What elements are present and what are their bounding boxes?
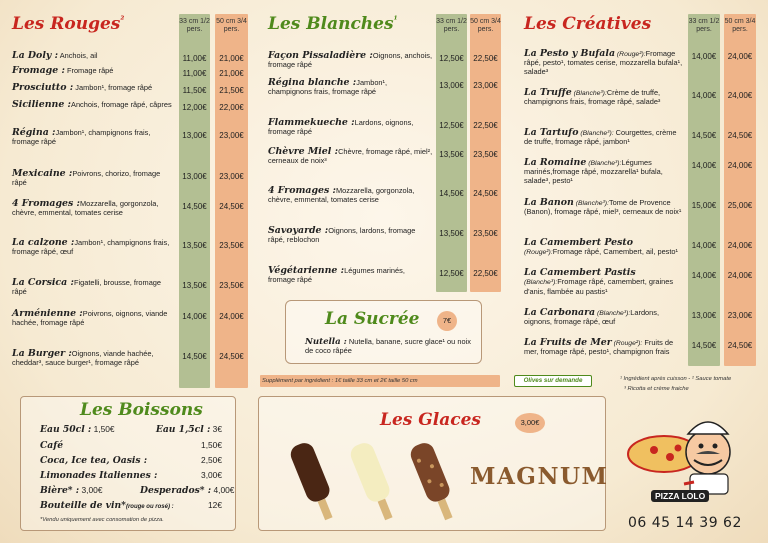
rouges-item-desc: Jambon¹, champignons frais, fromage râpé bbox=[12, 128, 151, 146]
rouges-item bbox=[12, 199, 175, 217]
creatives-item-tag: (Blanche³): bbox=[524, 279, 558, 287]
creatives-hdr-50: 50 cm 3/4 pers. bbox=[724, 18, 756, 33]
creatives-price-33: 14,50€ bbox=[691, 131, 717, 140]
drink-name: Desperados* : bbox=[140, 485, 212, 496]
drink-price: 1,50€ bbox=[91, 424, 115, 434]
creatives-item-tag: (Blanche³): bbox=[595, 310, 631, 317]
supplement-text: Supplément par ingrédient : 1€ taille 33 cm et 2€ taille 50 cm bbox=[262, 378, 418, 384]
blanches-item bbox=[268, 226, 433, 244]
blanches-price-33: 13,50€ bbox=[439, 229, 464, 238]
rouges-price-33: 11,50€ bbox=[182, 86, 207, 95]
drink-price: 4,00€ bbox=[211, 485, 235, 495]
creatives-item-name: La Pesto y Bufala bbox=[524, 48, 616, 59]
creatives-item-name: La Tartufo bbox=[524, 127, 579, 138]
creatives-price-50: 24,00€ bbox=[727, 91, 753, 100]
creatives-item-desc: Fromage râpé, camembert, graines d'anis, flambée au pastis¹ bbox=[524, 277, 674, 296]
creatives-hdr-33: 33 cm 1/2 pers. bbox=[688, 18, 720, 33]
creatives-price-33: 14,00€ bbox=[691, 91, 717, 100]
creatives-item-name: La Banon bbox=[524, 197, 574, 208]
rouges-item-desc: Anchois, ail bbox=[58, 51, 98, 60]
blanches-item bbox=[268, 118, 433, 136]
blanches-item-name: Régina blanche : bbox=[268, 77, 357, 88]
rouges-price-33: 11,00€ bbox=[182, 69, 207, 78]
rouges-price-50: 21,50€ bbox=[219, 86, 244, 95]
blanches-price-50: 23,50€ bbox=[473, 229, 498, 238]
rouges-item-name: Prosciutto : bbox=[12, 82, 74, 93]
rouges-price-50: 21,00€ bbox=[219, 69, 244, 78]
blanches-item-desc: Oignons, lardons, fromage râpé, reblochon bbox=[268, 226, 416, 244]
blanches-hdr-50: 50 cm 3/4 pers. bbox=[470, 18, 501, 33]
rouges-item-desc: Poivrons, oignons, viande hachée, fromage râpé bbox=[12, 309, 168, 327]
creatives-price-50: 23,00€ bbox=[727, 311, 753, 320]
blanches-price-50: 23,50€ bbox=[473, 150, 498, 159]
creatives-price-50: 24,50€ bbox=[727, 131, 753, 140]
sucree-item bbox=[305, 337, 480, 355]
creatives-item-desc: Fruits de mer, fromage râpé, pesto¹, champignon frais bbox=[524, 338, 674, 357]
blanches-price-50: 22,50€ bbox=[473, 54, 498, 63]
creatives-item-tag: (Blanche³): bbox=[578, 130, 614, 137]
rouges-price-33: 13,00€ bbox=[182, 131, 207, 140]
magnum-logo: MAGNUM bbox=[470, 463, 609, 490]
creatives-price-33: 14,50€ bbox=[691, 341, 717, 350]
creatives-price-50: 24,00€ bbox=[727, 271, 753, 280]
rouges-item-desc: Figatelli, brousse, fromage râpé bbox=[12, 278, 162, 296]
blanches-item bbox=[268, 147, 433, 165]
drink-price: 12€ bbox=[208, 500, 222, 510]
creatives-title: Les Créatives bbox=[524, 14, 652, 34]
rouges-item-name: Sicilienne : bbox=[12, 99, 72, 110]
creatives-item bbox=[524, 88, 686, 107]
pizza-lolo-logo-icon bbox=[624, 402, 744, 502]
creatives-item-desc: Fromage râpé, Camembert, ail, pesto¹ bbox=[552, 247, 678, 257]
creatives-item-tag: (Blanche³): bbox=[571, 90, 607, 97]
creatives-item-tag: (Rouge²): bbox=[615, 51, 646, 58]
olives-badge: Olives sur demande bbox=[514, 375, 592, 387]
blanches-price-33: 12,50€ bbox=[439, 121, 464, 130]
creatives-item-desc: Légumes marinés,fromage râpé, mozzarella¹ bufala, salade³, pesto¹ bbox=[524, 158, 663, 185]
drink-left bbox=[40, 485, 102, 496]
blanches-price-33: 14,50€ bbox=[439, 189, 464, 198]
rouges-item-name: La Doly : bbox=[12, 50, 59, 61]
creatives-price-33: 15,00€ bbox=[691, 201, 717, 210]
blanches-item-name: Façon Pissaladière : bbox=[268, 50, 373, 61]
drink-name: Limonades Italiennes : bbox=[40, 470, 158, 481]
drink-right bbox=[140, 455, 222, 466]
rouges-item-desc: Oignons, viande hachée, cheddar³, sauce burger¹, fromage râpé bbox=[12, 349, 154, 367]
rouges-price-33: 12,00€ bbox=[182, 103, 207, 112]
rouges-item bbox=[12, 238, 175, 256]
blanches-item-desc: Oignons, anchois, fromage râpé bbox=[268, 51, 433, 69]
rouges-price-50: 24,00€ bbox=[219, 312, 244, 321]
blanches-item bbox=[268, 266, 433, 284]
drink-name: Café bbox=[40, 440, 64, 451]
creatives-item-name: La Camembert Pastis bbox=[524, 267, 636, 278]
creatives-price-50: 24,00€ bbox=[727, 241, 753, 250]
creatives-item-desc: Fromage râpé, pesto¹, tomates cerise, mozzarella bufala¹, salade³ bbox=[524, 49, 683, 76]
rouges-price-50: 23,00€ bbox=[219, 172, 244, 181]
boissons-title: Les Boissons bbox=[80, 400, 203, 420]
creatives-item-tag: (Blanche³): bbox=[573, 200, 609, 207]
rouges-item-desc: Mozzarella, gorgonzola, chèvre, emmental, tomates cerise bbox=[12, 199, 159, 217]
drink-left bbox=[40, 440, 63, 451]
glaces-title: Les Glaces bbox=[380, 410, 481, 430]
creatives-item-desc: Tome de Provence (Banon), fromage râpé, miel³, cerneaux de noix¹ bbox=[524, 198, 682, 217]
creatives-item bbox=[524, 308, 686, 327]
creatives-item-desc: Lardons, oignons, fromage râpé, œuf bbox=[524, 308, 660, 327]
rouges-price-33: 14,50€ bbox=[182, 202, 207, 211]
drink-left bbox=[40, 455, 147, 466]
blanches-item-desc: Lardons, oignons, fromage râpé bbox=[268, 118, 414, 136]
drink-left bbox=[40, 424, 115, 435]
blanches-item bbox=[268, 51, 433, 69]
blanches-item-desc: Légumes marinés, fromage râpé bbox=[268, 266, 405, 284]
creatives-price-33: 14,00€ bbox=[691, 241, 717, 250]
rouges-item-desc: Jambon¹, fromage râpé bbox=[73, 83, 153, 92]
creatives-price-50: 25,00€ bbox=[727, 201, 753, 210]
ice-cream-white-icon bbox=[348, 440, 400, 523]
creatives-item bbox=[524, 158, 686, 185]
ice-cream-chocolate-icon bbox=[288, 440, 340, 523]
blanches-price-33: 12,50€ bbox=[439, 269, 464, 278]
rouges-item-name: La Burger : bbox=[12, 348, 72, 359]
creatives-item bbox=[524, 49, 686, 76]
phone-number[interactable]: 06 45 14 39 62 bbox=[628, 515, 742, 531]
rouges-item bbox=[12, 349, 175, 367]
creatives-item-desc: Crème de truffe, champignons frais, fromage râpé, salade³ bbox=[524, 88, 661, 107]
blanches-item-name: Flammekueche : bbox=[268, 117, 355, 128]
rouges-price-33: 13,00€ bbox=[182, 172, 207, 181]
drink-price: 3,00€ bbox=[79, 485, 103, 495]
rouges-price-50: 23,50€ bbox=[219, 241, 244, 250]
creatives-item bbox=[524, 198, 686, 217]
drink-right bbox=[140, 470, 222, 481]
blanches-item-desc: Chèvre, fromage râpé, miel², cerneaux de noix³ bbox=[268, 147, 433, 165]
blanches-price-33: 12,50€ bbox=[439, 54, 464, 63]
blanches-price-50: 22,50€ bbox=[473, 121, 498, 130]
footnote-1: ¹ Ingrédient après cuisson - ² Sauce tomate bbox=[620, 376, 732, 382]
drink-right bbox=[140, 485, 235, 496]
rouges-item-name: Arménienne : bbox=[12, 308, 83, 319]
glaces-price-badge: 3,00€ bbox=[515, 413, 545, 433]
rouges-item-name: Fromage : bbox=[12, 65, 65, 76]
drink-name: Coca, Ice tea, Oasis : bbox=[40, 455, 148, 466]
drink-price: 1,50€ bbox=[201, 440, 222, 450]
creatives-item bbox=[524, 268, 686, 296]
drink-name: Eau 50cl : bbox=[40, 424, 92, 435]
creatives-price-33: 14,00€ bbox=[691, 271, 717, 280]
blanches-price-33: 13,50€ bbox=[439, 150, 464, 159]
ice-cream-bars-illustration bbox=[282, 432, 462, 527]
blanches-price-50: 22,50€ bbox=[473, 269, 498, 278]
creatives-item bbox=[524, 128, 686, 147]
creatives-item bbox=[524, 238, 686, 258]
creatives-item-tag: (Blanche³): bbox=[586, 160, 622, 167]
creatives-item-name: La Truffe bbox=[524, 87, 572, 98]
rouges-hdr-33: 33 cm 1/2 pers. bbox=[179, 18, 210, 33]
rouges-item-desc: Fromage râpé bbox=[64, 66, 114, 75]
rouges-item bbox=[12, 66, 175, 76]
rouges-item-name: La calzone : bbox=[12, 237, 75, 248]
blanches-price-50: 23,00€ bbox=[473, 81, 498, 90]
blanches-price-50: 24,50€ bbox=[473, 189, 498, 198]
rouges-item bbox=[12, 278, 175, 296]
creatives-item bbox=[524, 338, 686, 357]
creatives-price-33: 14,00€ bbox=[691, 52, 717, 61]
creatives-item-name: La Carbonara bbox=[524, 307, 596, 318]
blanches-item-name: Chèvre Miel : bbox=[268, 146, 339, 157]
creatives-price-50: 24,00€ bbox=[727, 52, 753, 61]
rouges-price-33: 11,00€ bbox=[182, 54, 207, 63]
blanches-item-name: Végétarienne : bbox=[268, 265, 345, 276]
blanches-price-33: 13,00€ bbox=[439, 81, 464, 90]
drink-wine-note: (rouge ou rosé) : bbox=[125, 504, 174, 510]
rouges-item-desc: Poivrons, chorizo, fromage râpé bbox=[12, 169, 161, 187]
rouges-item-name: Mexicaine : bbox=[12, 168, 73, 179]
rouges-price-50: 22,00€ bbox=[219, 103, 244, 112]
drink-right bbox=[140, 440, 222, 451]
creatives-item-name: La Camembert Pesto bbox=[524, 237, 633, 248]
drink-price: 3€ bbox=[210, 424, 222, 434]
rouges-hdr-50: 50 cm 3/4 pers. bbox=[216, 18, 247, 33]
blanches-item bbox=[268, 186, 433, 204]
rouges-price-50: 24,50€ bbox=[219, 202, 244, 211]
footnote-2: ³ Ricotta et crème fraiche bbox=[624, 386, 689, 392]
creatives-price-50: 24,00€ bbox=[727, 161, 753, 170]
rouges-item bbox=[12, 100, 175, 110]
creatives-item-tag: (Rouge²): bbox=[524, 249, 553, 257]
drink-name: Bière* : bbox=[40, 485, 80, 496]
sucree-price-badge: 7€ bbox=[437, 311, 457, 331]
rouges-item bbox=[12, 83, 175, 93]
boissons-note: *Vendu uniquement avec consomation de pizza. bbox=[40, 517, 164, 523]
blanches-item-desc: Jambon¹, champignons frais, fromage râpé bbox=[268, 78, 388, 96]
drink-name: Bouteille de vin* bbox=[40, 500, 126, 511]
drink-price: 3,00€ bbox=[201, 470, 222, 480]
rouges-price-33: 14,50€ bbox=[182, 352, 207, 361]
rouges-price-50: 21,00€ bbox=[219, 54, 244, 63]
rouges-item bbox=[12, 309, 175, 327]
rouges-item-desc: Jambon¹, champignons frais, fromage râpé, œuf bbox=[12, 238, 170, 256]
rouges-item bbox=[12, 169, 175, 187]
creatives-item-name: La Fruits de Mer bbox=[524, 337, 612, 348]
creatives-price-33: 14,00€ bbox=[691, 161, 717, 170]
rouges-item-name: 4 Fromages : bbox=[12, 198, 80, 209]
rouges-price-50: 23,50€ bbox=[219, 281, 244, 290]
rouges-price-50: 24,50€ bbox=[219, 352, 244, 361]
blanches-title: Les Blanches$^{^1}$ bbox=[268, 14, 398, 34]
rouges-item-name: La Corsica : bbox=[12, 277, 74, 288]
creatives-price-50: 24,50€ bbox=[727, 341, 753, 350]
drink-name: Eau 1,5cl : bbox=[155, 424, 211, 435]
rouges-item bbox=[12, 128, 175, 146]
creatives-item-name: La Romaine bbox=[524, 157, 587, 168]
rouges-price-50: 23,00€ bbox=[219, 131, 244, 140]
creatives-price-33: 13,00€ bbox=[691, 311, 717, 320]
rouges-price-33: 13,50€ bbox=[182, 241, 207, 250]
blanches-item-name: 4 Fromages : bbox=[268, 185, 336, 196]
sucree-item-name: Nutella : bbox=[305, 337, 347, 347]
sucree-title: La Sucrée bbox=[325, 309, 420, 329]
sucree-item-desc: Nutella, banane, sucre glace¹ ou noix de coco râpée bbox=[305, 337, 471, 355]
drink-right bbox=[140, 424, 222, 435]
ice-cream-almond-icon bbox=[408, 440, 460, 523]
rouges-price-33: 13,50€ bbox=[182, 281, 207, 290]
rouges-title: Les Rouges$^{^2}$ bbox=[12, 14, 125, 34]
blanches-hdr-33: 33 cm 1/2 pers. bbox=[436, 18, 467, 33]
blanches-item bbox=[268, 78, 433, 96]
rouges-item bbox=[12, 51, 175, 61]
blanches-item-desc: Mozzarella, gorgonzola, chèvre, emmental, tomates cerise bbox=[268, 186, 415, 204]
drink-right bbox=[140, 500, 222, 511]
creatives-item-desc: Courgettes, crème de truffe, fromage râpé, jambon¹ bbox=[524, 128, 677, 147]
rouges-item-desc: Anchois, fromage râpé, câpres bbox=[71, 100, 172, 109]
rouges-item-name: Régina : bbox=[12, 127, 56, 138]
drink-price: 2,50€ bbox=[201, 455, 222, 465]
blanches-item-name: Savoyarde : bbox=[268, 225, 329, 236]
pizza-lolo-logo-text: PIZZA LOLO bbox=[651, 490, 709, 502]
creatives-item-tag: (Rouge²): bbox=[611, 340, 643, 347]
rouges-price-33: 14,00€ bbox=[182, 312, 207, 321]
